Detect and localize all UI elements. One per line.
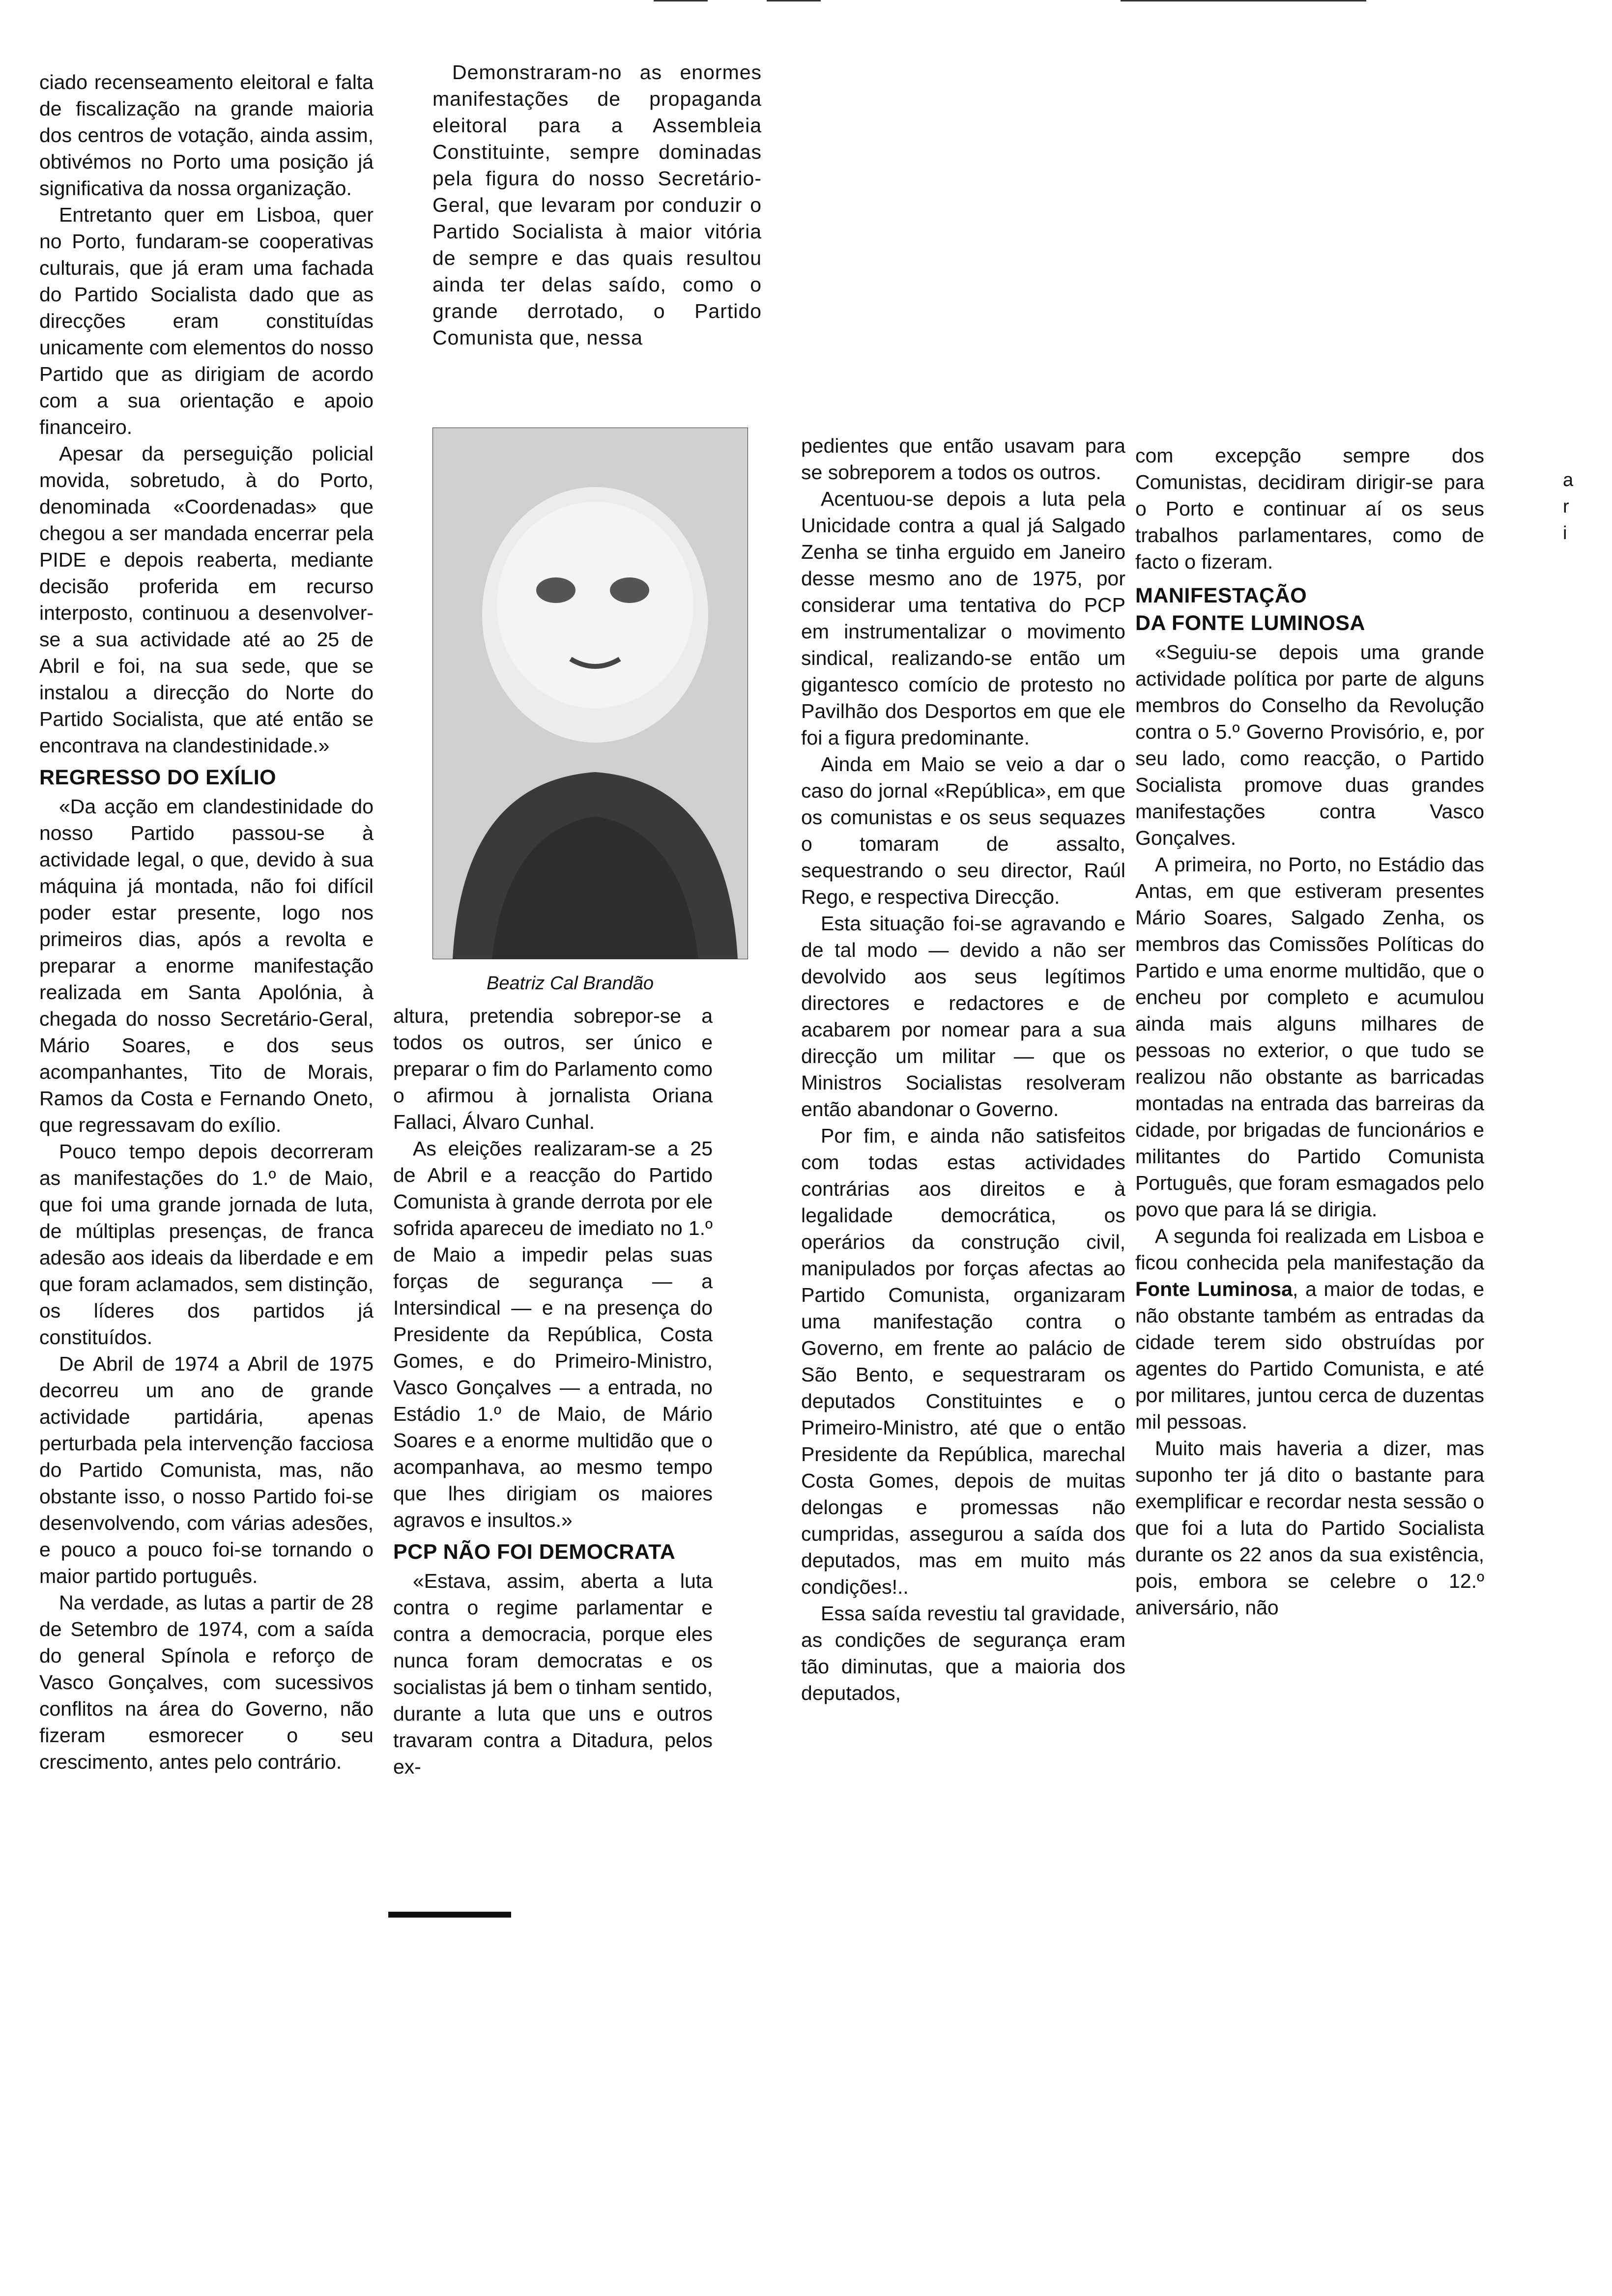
paragraph: Apesar da perseguição policial movida, sobretudo, à do Porto, denominada «Coordenadas» que chegou a ser mandada encerrar pela PIDE e depois reaberta, mediante decisão proferida em recurso interposto, continuou a desenvolver-se a sua actividade até ao 25 de Abril e foi, na sua sede, que se instalou a direcção do Norte do Partido Socialista, que até então se encontrava na clandestinidade.» <box>39 442 374 757</box>
paragraph: «Da acção em clandestinidade do nosso Partido passou-se à actividade legal, o que, devido à sua máquina já montada, não foi difícil poder estar presente, logo nos primeiros dias, após a revolta e preparar a enorme manifestação realizada em Santa Apolónia, à chegada do nosso Secretário-Geral, Mário Soares, e dos seus acompanhantes, Tito de Morais, Ramos da Costa e Fernando Oneto, que regressavam do exílio. <box>39 795 374 1136</box>
column-2-bottom <box>393 1003 713 1780</box>
paragraph: «Seguiu-se depois uma grande actividade política por parte de alguns membros do Conselho da Revolução contra o 5.º Governo Provisório, e, por seu lado, como reacção, o Partido Socialista promove duas grandes manifestações contra Vasco Gonçalves. <box>1135 641 1484 849</box>
paragraph: Na verdade, as lutas a partir de 28 de Setembro de 1974, com a saída do general Spínola e reforço de Vasco Gonçalves, com sucessivos conflitos na área do Governo, não fizeram esmorecer o seu crescimento, antes pelo contrário. <box>39 1591 374 1773</box>
paragraph <box>1135 1223 1484 1435</box>
column-1 <box>39 69 374 1775</box>
paragraph: Por fim, e ainda não satisfeitos com todas estas actividades contrárias aos direitos e à legalidade democrática, os operários da construção civil, manipulados por forças afectas ao Partido Comunista, organizaram uma manifestação contra o Governo, em frente ao palácio de São Bento, e sequestraram os deputados Constituintes e o Primeiro-Ministro, até que o então Presidente da República, marechal Costa Gomes, depois de muitas delongas e promessas não cumpridas, assegurou a saída dos deputados, mas em muito más condições!.. <box>801 1124 1125 1598</box>
paragraph: Pouco tempo depois decorreram as manifestações do 1.º de Maio, que foi uma grande jornada de luta, de múltiplas presenças, de franca adesão aos ideais da liberdade e em que foram aclamados, sem distinção, os líderes dos partidos já constituídos. <box>39 1140 374 1349</box>
edge-letter: a <box>1563 470 1574 490</box>
edge-letter: r <box>1563 496 1569 517</box>
paragraph: com excepção sempre dos Comunistas, decidiram dirigir-se para o Porto e continuar aí os seus trabalhos parlamentares, como de facto o fizeram. <box>1135 444 1484 573</box>
edge-fragments <box>1563 467 1573 546</box>
paragraph: De Abril de 1974 a Abril de 1975 decorreu um ano de grande actividade partidária, apenas perturbada pela intervenção facciosa do Partido Comunista, mas, não obstante isso, o nosso Partido foi-se desenvolvendo, com várias adesões, e pouco a pouco foi-se tornando o maior partido português. <box>39 1352 374 1587</box>
text-span: A segunda foi realizada em Lisboa e ficou conhecida pela manifestação da <box>1135 1225 1484 1274</box>
paragraph: pedientes que então usavam para se sobreporem a todos os outros. <box>801 434 1125 484</box>
paragraph: Acentuou-se depois a luta pela Unicidade contra a qual já Salgado Zenha se tinha erguido em Janeiro desse mesmo ano de 1975, por considerar uma tentativa do PCP em instrumentalizar o movimento sindical, realizando-se então um gigantesco comício de protesto no Pavilhão dos Desportos em que ele foi a figura predominante. <box>801 488 1125 749</box>
paragraph: A primeira, no Porto, no Estádio das Antas, em que estiveram presentes Mário Soares, Salgado Zenha, os membros das Comissões Políticas do Partido e uma enorme multidão, que o encheu por completo e acumulou ainda mais alguns milhares de pessoas no exterior, o que tudo se realizou não obstante as barricadas montadas na entrada das barreiras da cidade, por brigadas de funcionários e militantes do Partido Comunista Português, que foram esmagados pelo povo que para lá se dirigia. <box>1135 853 1484 1221</box>
section-heading-regresso: REGRESSO DO EXÍLIO <box>39 766 277 789</box>
top-rule-right <box>1121 0 1366 1</box>
section-heading-fonte <box>1135 582 1484 637</box>
paragraph: «Estava, assim, aberta a luta contra o regime parlamentar e contra a democracia, porque eles nunca foram democratas e os socialistas já bem o tinham sentido, durante a luta que uns e outros travaram contra a Ditadura, pelos ex- <box>393 1570 713 1778</box>
paragraph: As eleições realizaram-se a 25 de Abril e a reacção do Partido Comunista à grande derrota por ele sofrida apareceu de imediato no 1.º de Maio a impedir pelas suas forças de segurança — a Intersindical — e na presença do Presidente da República, Costa Gomes, e do Primeiro-Ministro, Vasco Gonçalves — a entrada, no Estádio 1.º de Maio, de Mário Soares e a enorme multidão que o acompanhava, ao mesmo tempo que lhes dirigiam os maiores agravos e insultos.» <box>393 1137 713 1531</box>
column-3 <box>801 432 1125 1706</box>
column-4 <box>1135 442 1484 1621</box>
paragraph: Ainda em Maio se veio a dar o caso do jornal «República», em que os comunistas e os seus sequazes o tomaram de assalto, sequestrando o seu director, Raúl Rego, e respectiva Direcção. <box>801 753 1125 908</box>
paragraph: altura, pretendia sobrepor-se a todos os outros, ser único e preparar o fim do Parlamento como o afirmou à jornalista Oriana Fallaci, Álvaro Cunhal. <box>393 1004 713 1133</box>
paragraph: Demonstraram-no as enormes manifestações de propaganda eleitoral para a Assembleia Constituinte, sempre dominadas pela figura do nosso Secretário-Geral, que levaram por conduzir o Partido Socialista à maior vitória de sempre e das quais resultou ainda ter delas saído, como o grande derrotado, o Partido Comunista que, nessa <box>432 61 762 349</box>
text-span: , a maior de todas, e não obstante também as entradas da cidade terem sido obstruídas por agentes do Partido Comunista, e até por militares, juntou cerca de duzentas mil pessoas. <box>1135 1278 1485 1433</box>
paragraph: Muito mais haveria a dizer, mas suponho ter já dito o bastante para exemplificar e recordar nesta sessão o que foi a luta do Partido Socialista durante os 22 anos da sua existência, pois, embora se celebre o 12.º aniversário, não <box>1135 1437 1484 1619</box>
paragraph: Entretanto quer em Lisboa, quer no Porto, fundaram-se cooperativas culturais, que já eram uma fachada do Partido Socialista dado que as direcções eram constituídas unicamente com elementos do nosso Partido que as dirigiam de acordo com a sua orientação e apoio financeiro. <box>39 203 374 438</box>
paragraph: Essa saída revestiu tal gravidade, as condições de segurança eram tão diminutas, que a maioria dos deputados, <box>801 1602 1125 1704</box>
portrait-photo <box>432 428 748 959</box>
bold-text: Fonte Luminosa <box>1135 1278 1293 1300</box>
photo-caption: Beatriz Cal Brandão <box>487 973 654 994</box>
end-rule <box>388 1912 511 1918</box>
paragraph: Esta situação foi-se agravando e de tal modo — devido a não ser devolvido aos seus legítimos directores e redactores e de acabarem por nomear para a sua direcção um militar — que os Ministros Socialistas resolveram então abandonar o Governo. <box>801 912 1125 1120</box>
heading-line: MANIFESTAÇÃO <box>1135 584 1307 607</box>
top-rule-mid <box>767 0 821 1</box>
edge-letter: i <box>1563 523 1567 544</box>
paragraph: ciado recenseamento eleitoral e falta de fiscalização na grande maioria dos centros de votação, ainda assim, obtivémos no Porto uma posição já significativa da nossa organização. <box>39 71 374 200</box>
column-2-top <box>432 59 762 351</box>
section-heading-pcp: PCP NÃO FOI DEMOCRATA <box>393 1540 676 1564</box>
top-rule-left <box>654 0 708 1</box>
heading-line: DA FONTE LUMINOSA <box>1135 611 1365 635</box>
